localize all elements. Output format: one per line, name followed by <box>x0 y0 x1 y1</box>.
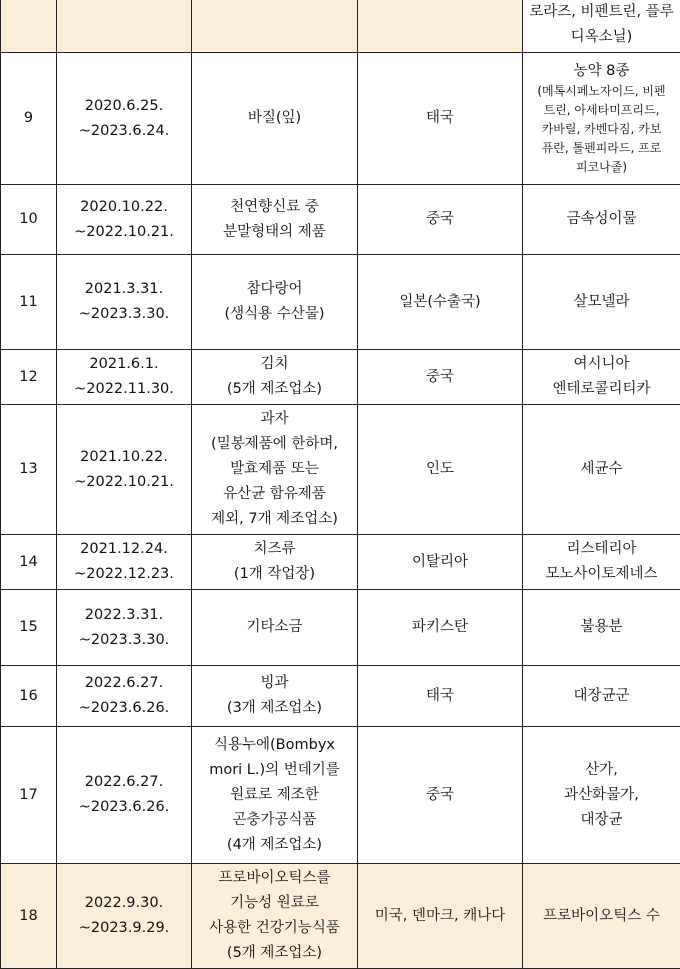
period-end: ~2023.3.30. <box>63 628 185 653</box>
period-cell <box>57 666 192 727</box>
hazard-title: 농약 8종 <box>529 60 674 82</box>
product-line: (4개 제조업소) <box>198 833 351 858</box>
table-row <box>1 727 680 864</box>
hazard-line: 퓨란, 톨펜피라드, 프로 <box>529 139 674 158</box>
hazard-cell <box>523 727 680 864</box>
product-cell <box>192 405 358 535</box>
hazard-line: 트린, 아세타미프리드, <box>529 101 674 120</box>
period-start: 2022.9.30. <box>63 891 185 916</box>
period-end: ~2022.10.21. <box>63 470 185 495</box>
product-line: (밀봉제품에 한하며, <box>198 432 351 457</box>
row-number: 17 <box>1 727 57 864</box>
product-line: 과자 <box>198 407 351 432</box>
product-line: 치즈류 <box>198 537 351 562</box>
product-cell <box>192 535 358 590</box>
period-start: 2021.10.22. <box>63 445 185 470</box>
product-line: 천연향신료 중 <box>198 195 351 220</box>
country-cell: 중국 <box>358 350 523 405</box>
product-line: 분말형태의 제품 <box>198 220 351 245</box>
hazard-line: 세균수 <box>529 457 674 482</box>
period-start: 2021.12.24. <box>63 537 185 562</box>
country-cell: 중국 <box>358 185 523 255</box>
period-cell <box>57 255 192 350</box>
hazard-line: 대장균군 <box>529 684 674 709</box>
country-cell <box>358 0 523 53</box>
period-cell <box>57 590 192 666</box>
row-number: 13 <box>1 405 57 535</box>
hazard-cell <box>523 864 680 969</box>
period-end: ~2023.6.26. <box>63 696 185 721</box>
product-line: 곤충가공식품 <box>198 808 351 833</box>
product-line: 빙과 <box>198 671 351 696</box>
period-start: 2022.6.27. <box>63 671 185 696</box>
period-start: 2022.6.27. <box>63 770 185 795</box>
hazard-cell <box>523 590 680 666</box>
product-line: 유산균 함유제품 <box>198 482 351 507</box>
country-cell: 이탈리아 <box>358 535 523 590</box>
hazard-cell <box>523 255 680 350</box>
hazard-cell <box>523 535 680 590</box>
row-number: 18 <box>1 864 57 969</box>
hazard-line: 프로바이오틱스 수 <box>529 904 674 929</box>
row-number: 14 <box>1 535 57 590</box>
product-line: 바질(잎) <box>198 106 351 131</box>
period-start: 2022.3.31. <box>63 603 185 628</box>
hazard-line: 과산화물가, <box>529 783 674 808</box>
row-number: 12 <box>1 350 57 405</box>
country-cell: 미국, 덴마크, 캐나다 <box>358 864 523 969</box>
hazard-cell <box>523 185 680 255</box>
hazard-cell <box>523 350 680 405</box>
hazard-line: 카바릴, 카벤다짐, 카보 <box>529 120 674 139</box>
product-cell <box>192 864 358 969</box>
hazard-cell <box>523 0 680 53</box>
country-cell: 태국 <box>358 53 523 185</box>
product-line: (5개 제조업소) <box>198 941 351 966</box>
hazard-line: 피코나졸) <box>529 158 674 177</box>
period-cell <box>57 727 192 864</box>
hazard-line: 대장균 <box>529 808 674 833</box>
period-end: ~2022.10.21. <box>63 220 185 245</box>
hazard-line: 로라즈, 비펜트린, 플루 <box>529 0 674 25</box>
table-row <box>1 185 680 255</box>
product-line: 사용한 건강기능식품 <box>198 916 351 941</box>
table-row <box>1 0 680 53</box>
period-cell <box>57 0 192 53</box>
hazard-cell <box>523 666 680 727</box>
period-cell <box>57 53 192 185</box>
row-number: 10 <box>1 185 57 255</box>
hazard-line: 디옥소닐) <box>529 25 674 50</box>
product-line: (5개 제조업소) <box>198 377 351 402</box>
product-cell <box>192 0 358 53</box>
product-line: 제외, 7개 제조업소) <box>198 507 351 532</box>
table-row <box>1 535 680 590</box>
table-row <box>1 666 680 727</box>
hazard-line: 살모넬라 <box>529 290 674 315</box>
product-line: 김치 <box>198 352 351 377</box>
period-end: ~2023.9.29. <box>63 916 185 941</box>
hazard-line: 엔테로콜리티카 <box>529 377 674 402</box>
table-row-highlighted <box>1 864 680 969</box>
product-line: (1개 작업장) <box>198 562 351 587</box>
product-line: 식용누에(Bombyx <box>198 733 351 758</box>
product-cell <box>192 350 358 405</box>
period-cell <box>57 405 192 535</box>
country-cell: 파키스탄 <box>358 590 523 666</box>
row-number: 15 <box>1 590 57 666</box>
hazard-line: 불용분 <box>529 615 674 640</box>
table-row <box>1 590 680 666</box>
product-line: (생식용 수산물) <box>198 302 351 327</box>
period-end: ~2023.3.30. <box>63 302 185 327</box>
hazard-line: 모노사이토제네스 <box>529 562 674 587</box>
country-cell: 인도 <box>358 405 523 535</box>
product-cell <box>192 53 358 185</box>
period-start: 2020.6.25. <box>63 94 185 119</box>
product-cell <box>192 255 358 350</box>
product-line: 발효제품 또는 <box>198 457 351 482</box>
table-row <box>1 255 680 350</box>
table-row <box>1 350 680 405</box>
product-line: 기타소금 <box>198 615 351 640</box>
period-cell <box>57 185 192 255</box>
row-number: 9 <box>1 53 57 185</box>
country-cell: 태국 <box>358 666 523 727</box>
period-end: ~2022.12.23. <box>63 562 185 587</box>
hazard-line: 산가, <box>529 758 674 783</box>
product-line: 기능성 원료로 <box>198 891 351 916</box>
hazard-cell <box>523 405 680 535</box>
period-end: ~2022.11.30. <box>63 377 185 402</box>
hazard-cell <box>523 53 680 185</box>
table-row <box>1 405 680 535</box>
hazard-line: 리스테리아 <box>529 537 674 562</box>
product-cell <box>192 666 358 727</box>
period-start: 2021.3.31. <box>63 277 185 302</box>
country-cell: 중국 <box>358 727 523 864</box>
period-end: ~2023.6.26. <box>63 795 185 820</box>
hazard-line: 금속성이물 <box>529 207 674 232</box>
product-line: 원료로 제조한 <box>198 783 351 808</box>
period-start: 2021.6.1. <box>63 352 185 377</box>
product-cell <box>192 590 358 666</box>
period-start: 2020.10.22. <box>63 195 185 220</box>
product-line: (3개 제조업소) <box>198 696 351 721</box>
hazard-line: 여시니아 <box>529 352 674 377</box>
row-number <box>1 0 57 53</box>
table-row <box>1 53 680 185</box>
country-cell: 일본(수출국) <box>358 255 523 350</box>
row-number: 11 <box>1 255 57 350</box>
period-end: ~2023.6.24. <box>63 119 185 144</box>
period-cell <box>57 350 192 405</box>
row-number: 16 <box>1 666 57 727</box>
product-line: 프로바이오틱스를 <box>198 866 351 891</box>
hazard-line: (메톡시페노자이드, 비펜 <box>529 82 674 101</box>
product-line: 참다랑어 <box>198 277 351 302</box>
product-cell <box>192 727 358 864</box>
period-cell <box>57 864 192 969</box>
period-cell <box>57 535 192 590</box>
product-cell <box>192 185 358 255</box>
product-line: mori L.)의 번데기를 <box>198 758 351 783</box>
